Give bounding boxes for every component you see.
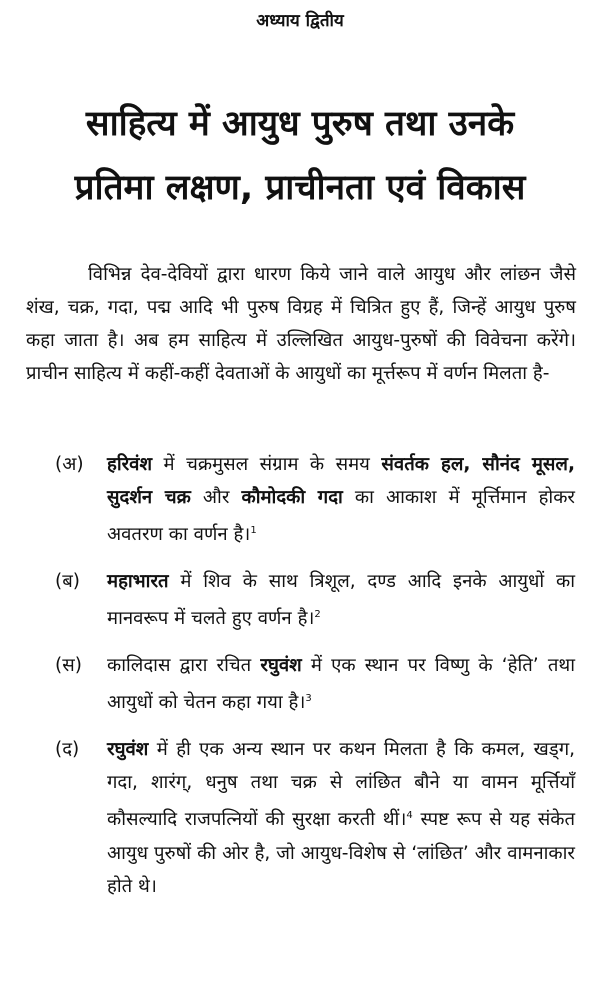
footnote-marker: 3 bbox=[305, 693, 312, 705]
bold-term: हरिवंश bbox=[107, 454, 153, 475]
footnote-marker: 4 bbox=[406, 810, 413, 822]
bold-term: संवर्तक हल, सौनंद मूसल, सुदर्शन चक्र bbox=[107, 454, 576, 508]
text-segment: में ही एक अन्य स्थान पर कथन मिलता है कि कमल, खड्ग, गदा, शारंग्, धनुष तथा चक्र से लांछित बौने या वामन मूर्त्तियाँ कौसल्यादि राजपत्नियों की सुरक्षा करती थीं। bbox=[107, 739, 575, 831]
item-label: (अ) bbox=[55, 454, 84, 475]
page-title bbox=[0, 92, 600, 220]
item-text bbox=[107, 448, 575, 551]
bold-term: महाभारत bbox=[107, 571, 169, 593]
text-segment: कालिदास द्वारा रचित bbox=[107, 655, 261, 677]
item-label: (ब) bbox=[55, 571, 80, 593]
bold-term: कौमोदकी गदा bbox=[241, 487, 343, 508]
list-item bbox=[0, 448, 600, 551]
list-item bbox=[0, 649, 600, 719]
footnote-marker: 2 bbox=[314, 609, 321, 621]
item-text bbox=[107, 733, 575, 902]
item-list bbox=[0, 448, 600, 917]
item-label: (स) bbox=[55, 655, 82, 677]
bold-term: रघुवंश bbox=[107, 739, 149, 761]
intro-paragraph: विभिन्न देव-देवियों द्वारा धारण किये जाने वाले आयुध और लांछन जैसे शंख, चक्र, गदा, पद्म आदि भी पुरुष विग्रह में चित्रित हुए हैं, जिन्हें आयुध पुरुष कहा जाता है। अब हम साहित्य में उल्लिखित आयुध-पुरुषों की विवेचना करेंगे। प्राचीन साहित्य में कहीं-कहीं देवताओं के आयुधों का मूर्त्तरूप में वर्णन मिलता है- bbox=[26, 264, 576, 384]
text-segment: में एक स्थान पर विष्णु के ‘हेति’ तथा आयुधों को चेतन कहा गया है। bbox=[107, 655, 575, 714]
title-line: साहित्य में आयुध पुरुष तथा उनके bbox=[85, 104, 515, 144]
bold-term: रघुवंश bbox=[260, 655, 302, 677]
item-text bbox=[107, 649, 575, 719]
item-text bbox=[107, 565, 575, 635]
text-segment: में चक्रमुसल संग्राम के समय bbox=[152, 454, 382, 475]
text-segment: में शिव के साथ त्रिशूल, दण्ड आदि इनके आयुधों का मानवरूप में चलते हुए वर्णन है। bbox=[107, 571, 575, 630]
footnote-marker: 1 bbox=[250, 525, 257, 536]
title-line: प्रतिमा लक्षण, प्राचीनता एवं विकास bbox=[74, 168, 526, 208]
list-item bbox=[0, 565, 600, 635]
chapter-label: अध्याय द्वितीय bbox=[256, 11, 344, 31]
text-segment: का आकाश में मूर्त्तिमान होकर अवतरण का वर्णन है। bbox=[107, 487, 575, 546]
list-item bbox=[0, 733, 600, 902]
item-label: (द) bbox=[55, 739, 80, 761]
text-segment: स्पष्ट रूप से यह संकेत आयुध पुरुषों की ओर है, जो आयुध-विशेष से ‘लांछित’ और वामनाकार होते थे। bbox=[107, 809, 575, 897]
text-segment: और bbox=[190, 487, 242, 508]
